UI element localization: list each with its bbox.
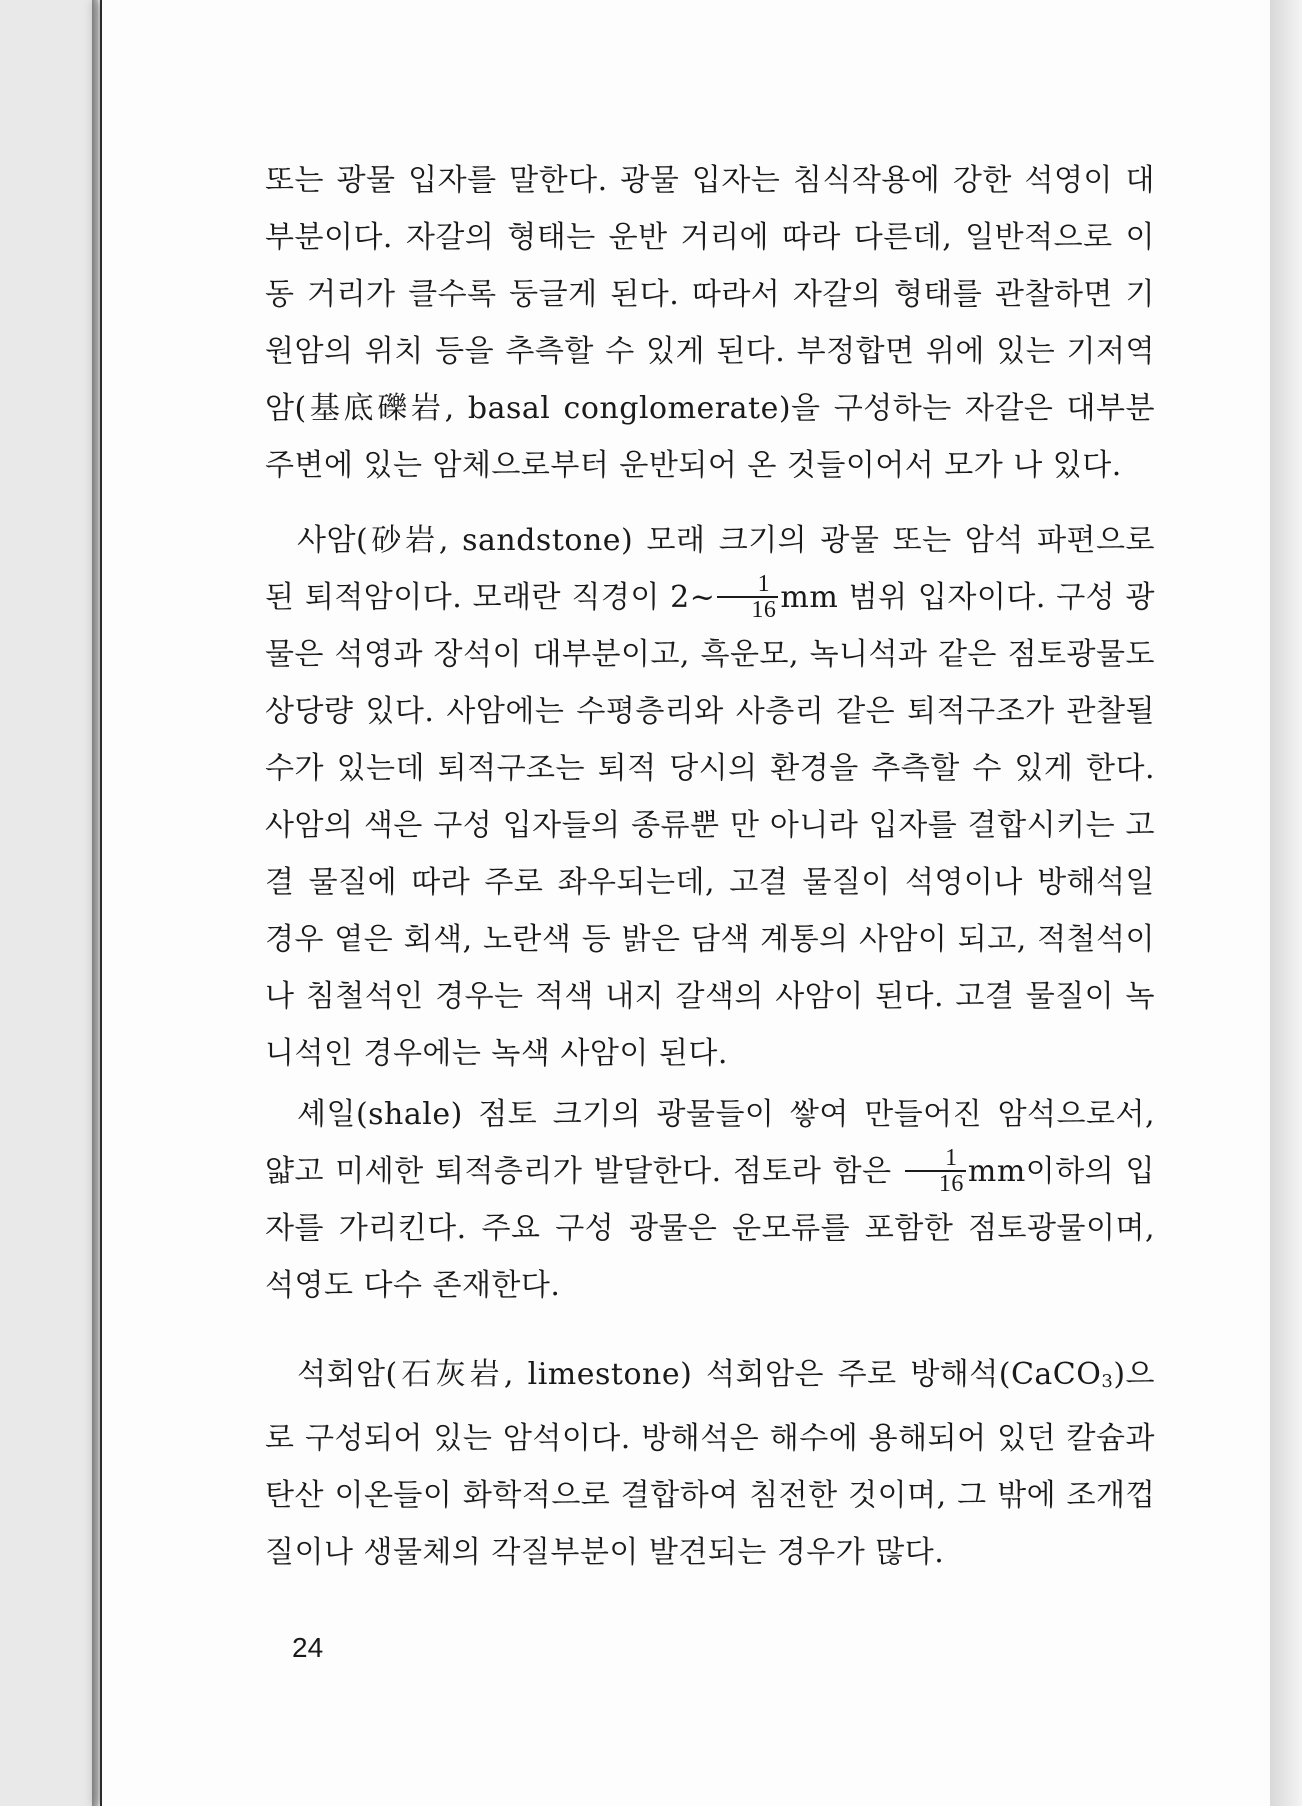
fraction-denominator: 16: [938, 1171, 964, 1197]
text-before-subscript: 석회암(石灰岩, limestone) 석회암은 주로 방해석(CaCO: [297, 1357, 1102, 1392]
paragraph-sandstone: [265, 512, 1155, 1082]
fraction: [905, 1146, 966, 1196]
fraction-denominator: 16: [751, 597, 777, 623]
paragraph-conglomerate: [265, 152, 1155, 494]
fraction: [717, 572, 778, 622]
paragraph-body: [265, 1346, 1155, 1581]
page-binding-edge: [92, 0, 98, 1806]
subscript: 3: [1101, 1371, 1114, 1392]
text-after-fraction: mm이하의 입자를 가리킨다. 주요 구성 광물은 운모류를 포함한 점토광물이며, 석영도 다수 존재한다.: [265, 1154, 1155, 1303]
fraction-numerator: 1: [905, 1146, 966, 1172]
text-before-fraction: 셰일(shale) 점토 크기의 광물들이 쌓여 만들어진 암석으로서, 얇고 미세한 퇴적층리가 발달한다. 점토라 함은: [265, 1097, 1155, 1189]
paragraph-body: [265, 1086, 1155, 1314]
paragraph-limestone: [265, 1346, 1155, 1581]
text-after-fraction: mm 범위 입자이다. 구성 광물은 석영과 장석이 대부분이고, 흑운모, 녹니석과 같은 점토광물도 상당량 있다. 사암에는 수평층리와 사층리 같은 퇴적구조가 관찰될 수가 있는데 퇴적구조는 퇴적 당시의 환경을 추측할 수 있게 한다. 사암의 색은 구성 입자들의 종류뿐 만 아니라 입자를 결합시키는 고결 물질에 따라 주로 좌우되는데, 고결 물질이 석영이나 방해석일 경우 옅은 회색, 노란색 등 밝은 담색 계통의 사암이 되고, 적철석이나 침철석인 경우는 적색 내지 갈색의 사암이 된다. 고결 물질이 녹니석인 경우에는 녹색 사암이 된다.: [265, 580, 1155, 1071]
text-after-subscript: )으로 구성되어 있는 암석이다. 방해석은 해수에 용해되어 있던 칼슘과 탄산 이온들이 화학적으로 결합하여 침전한 것이며, 그 밖에 조개껍질이나 생물체의 각질부분이 발견되는 경우가 많다.: [265, 1357, 1155, 1570]
paragraph-text: 또는 광물 입자를 말한다. 광물 입자는 침식작용에 강한 석영이 대부분이다. 자갈의 형태는 운반 거리에 따라 다른데, 일반적으로 이동 거리가 클수록 둥글게 된다. 따라서 자갈의 형태를 관찰하면 기원암의 위치 등을 추측할 수 있게 된다. 부정합면 위에 있는 기저역암(基底礫岩, basal conglomerate)을 구성하는 자갈은 대부분 주변에 있는 암체으로부터 운반되어 온 것들이어서 모가 나 있다.: [265, 163, 1155, 483]
paragraph-body: [265, 512, 1155, 1082]
fraction-numerator: 1: [717, 572, 778, 598]
paragraph-shale: [265, 1086, 1155, 1314]
page-number: 24: [292, 1632, 324, 1663]
right-margin-shadow: [1270, 0, 1302, 1806]
text-before-fraction: 사암(砂岩, sandstone) 모래 크기의 광물 또는 암석 파편으로 된 퇴적암이다. 모래란 직경이 2~: [265, 523, 1155, 615]
